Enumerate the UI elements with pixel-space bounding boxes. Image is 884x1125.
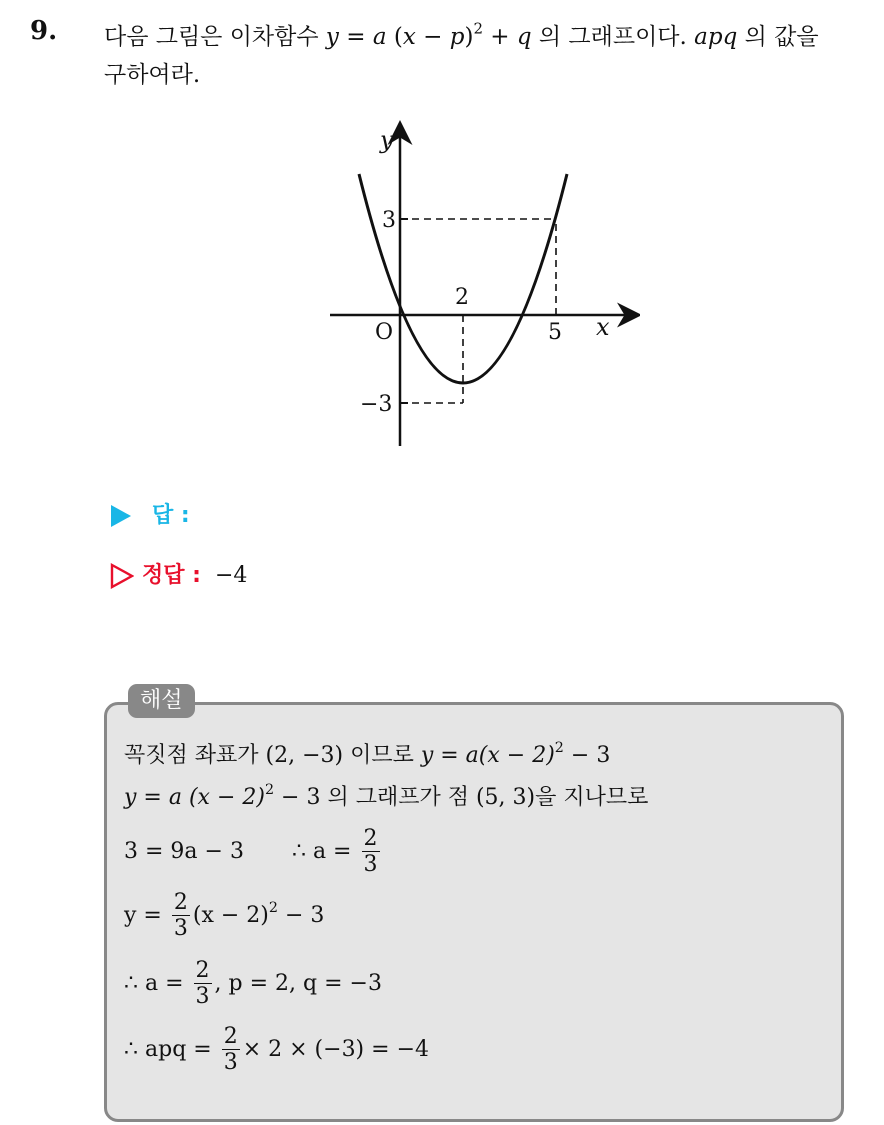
solution-line-3: 3 = 9a − 3 ∴ a = $\frac{2}{3}$ [124, 826, 378, 878]
tick-label-x-5: 5 [548, 320, 562, 345]
fraction-two-thirds: $\frac{2}{3}$ [173, 890, 188, 942]
answer-row [110, 498, 190, 529]
tick-label-y-3: 3 [382, 208, 396, 233]
tick-label-x-2: 2 [455, 285, 469, 310]
correct-answer-value: −4 [214, 563, 248, 588]
x-axis-label: x [596, 313, 610, 341]
answer-label: 답 : [152, 503, 190, 528]
tick-label-y-neg3: −3 [360, 392, 393, 417]
solution-line-6: ∴ apq = $\frac{2}{3}$ × 2 × (−3) = −4 [124, 1024, 429, 1076]
question-text-line2: 구하여라. [104, 62, 201, 88]
solution-tab: 해설 [128, 684, 195, 718]
solution-line-2: y = a $(x - 2)^2 - 3$ 의 그래프가 점 (5, 3)을 지나므로 [124, 782, 649, 810]
outline-triangle-icon [110, 563, 134, 589]
filled-triangle-icon [110, 504, 132, 528]
fraction-two-thirds: $\frac{2}{3}$ [363, 826, 378, 878]
question-target: apq [694, 24, 738, 50]
solution-line-4: y = $\frac{2}{3}$ $(x - 2)^2 - 3$ [124, 890, 325, 942]
question-number: 9. [30, 16, 58, 46]
y-axis-label: y [380, 126, 394, 154]
solution-line-5: ∴ a = $\frac{2}{3}$ , p = 2, q = −3 [124, 958, 382, 1010]
solution-line-1: 꼭짓점 좌표가 (2, −3) 이므로 $y = a(x - 2)^2 - 3$ [124, 740, 611, 768]
fraction-two-thirds: $\frac{2}{3}$ [223, 1024, 238, 1076]
question-formula: y = a $(x - p)^2 + q$ [325, 19, 532, 50]
question-text-line1 [104, 18, 819, 51]
fraction-two-thirds: $\frac{2}{3}$ [195, 958, 210, 1010]
question-intro: 다음 그림은 이차함수 [104, 24, 319, 50]
parabola-graph [320, 118, 640, 458]
question-end: 의 값을 [737, 24, 819, 50]
question-mid: 의 그래프이다. [531, 24, 687, 50]
origin-label: O [375, 320, 394, 345]
correct-answer-row [110, 558, 247, 589]
correct-answer-label: 정답 : [142, 563, 201, 588]
